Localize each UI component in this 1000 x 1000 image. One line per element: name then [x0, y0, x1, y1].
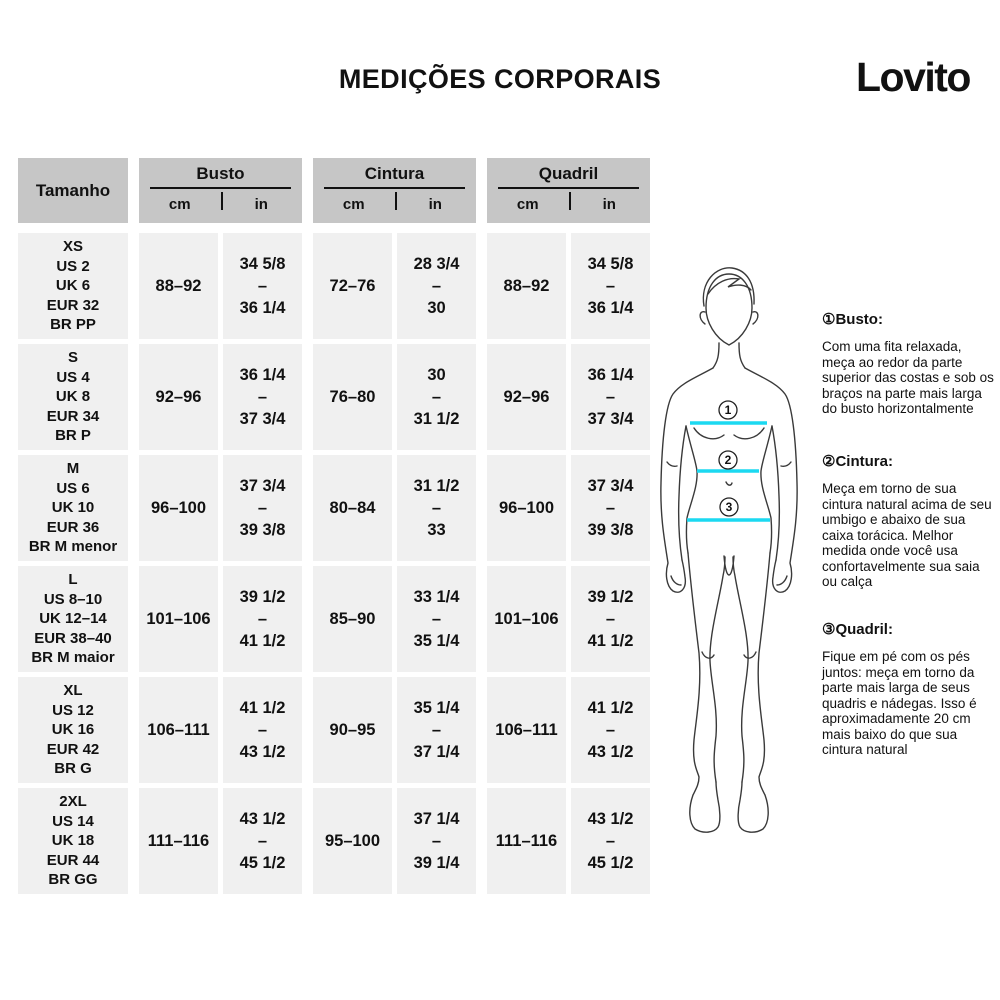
- size-line: UK 12–14: [39, 610, 107, 628]
- size-line: EUR 32: [46, 296, 100, 314]
- measure-line: –: [605, 610, 616, 628]
- quadril-cm-cell: 111–116: [487, 788, 566, 894]
- busto-in-cell: [223, 566, 302, 672]
- table-row: [18, 455, 650, 561]
- left-leg-outer: [688, 553, 720, 832]
- busto-cm-cell: 106–111: [139, 677, 218, 783]
- size-line: BR G: [54, 760, 92, 778]
- busto-cm-cell: 88–92: [139, 233, 218, 339]
- waist-marker-number: 2: [724, 453, 732, 467]
- busto-cm-cell: 96–100: [139, 455, 218, 561]
- measure-line: 41 1/2: [239, 699, 286, 717]
- measure-line: 28 3/4: [413, 255, 460, 273]
- quadril-cm-cell: 88–92: [487, 233, 566, 339]
- torso-left: [686, 426, 697, 553]
- size-line: US 6: [56, 479, 90, 497]
- hip-instruction-section: [822, 620, 994, 758]
- right-arm-outer: [745, 368, 797, 592]
- measure-line: 36 1/4: [587, 366, 634, 384]
- size-line: EUR 42: [46, 740, 100, 758]
- measure-line: 35 1/4: [413, 632, 460, 650]
- measure-line: 37 1/4: [413, 743, 460, 761]
- unit-in-label: in: [428, 195, 442, 213]
- busto-cm-cell: 92–96: [139, 344, 218, 450]
- right-ear: [753, 312, 758, 324]
- right-hand-fingers: [777, 576, 787, 585]
- measure-line: 35 1/4: [413, 699, 460, 717]
- unit-in-label: in: [254, 195, 268, 213]
- measure-line: –: [257, 499, 268, 517]
- bust-units-row: [139, 189, 302, 219]
- measure-line: –: [431, 721, 442, 739]
- page-title: MEDIÇÕES CORPORAIS: [338, 64, 662, 94]
- measure-line: –: [431, 388, 442, 406]
- measure-line: 39 1/4: [413, 854, 460, 872]
- measure-line: 34 5/8: [587, 255, 634, 273]
- busto-in-cell: [223, 677, 302, 783]
- cintura-cm-cell: 76–80: [313, 344, 392, 450]
- measure-line: –: [431, 277, 442, 295]
- busto-in-cell: [223, 344, 302, 450]
- waist-units-row: [313, 189, 476, 219]
- unit-in-label: in: [602, 195, 616, 213]
- measure-line: 37 3/4: [587, 477, 634, 495]
- measure-line: –: [257, 277, 268, 295]
- size-line: BR P: [55, 427, 91, 445]
- cintura-in-cell: [397, 788, 476, 894]
- size-cell: [18, 344, 128, 450]
- measure-line: 36 1/4: [239, 366, 286, 384]
- torso-right: [761, 426, 772, 553]
- measure-line: –: [605, 499, 616, 517]
- bust-column-group: [139, 158, 302, 223]
- measure-line: 37 3/4: [239, 477, 286, 495]
- waist-group-label: Cintura: [364, 164, 425, 183]
- size-cell: [18, 788, 128, 894]
- size-cell: [18, 566, 128, 672]
- right-arm-inner: [772, 426, 779, 560]
- cintura-in-cell: [397, 455, 476, 561]
- quadril-in-cell: [571, 455, 650, 561]
- right-leg-outer: [738, 553, 770, 832]
- quadril-in-cell: [571, 566, 650, 672]
- unit-cm-label: cm: [168, 195, 191, 213]
- measure-line: 36 1/4: [239, 299, 286, 317]
- unit-divider: [395, 192, 397, 210]
- quadril-in-cell: [571, 677, 650, 783]
- table-row: [18, 233, 650, 339]
- busto-cm-cell: 101–106: [139, 566, 218, 672]
- measurement-markers: [719, 401, 738, 516]
- cintura-cm-cell: 85–90: [313, 566, 392, 672]
- quadril-cm-cell: 106–111: [487, 677, 566, 783]
- hip-instruction-body: Fique em pé com os pés juntos: meça em torno da parte mais larga de seus quadris e nádegas. Isso é aproximadamente 20 cm mais baixo do que sua cintura natural: [822, 649, 977, 757]
- hip-group-label: Quadril: [538, 164, 599, 183]
- measure-line: 39 1/2: [239, 588, 286, 606]
- cintura-in-cell: [397, 566, 476, 672]
- waist-instruction-body: Meça em torno de sua cintura natural acima de seu umbigo e abaixo de sua caixa torácica. Melhor medida onde você usa confortavelmente sua saia ou calça: [822, 481, 992, 589]
- measure-line: 37 3/4: [587, 410, 634, 428]
- size-line: UK 16: [51, 721, 95, 739]
- size-line: S: [67, 349, 78, 367]
- size-line: BR M menor: [28, 538, 118, 556]
- size-line: BR M maior: [31, 649, 115, 667]
- busto-in-cell: [223, 455, 302, 561]
- table-row: [18, 677, 650, 783]
- quadril-cm-cell: 92–96: [487, 344, 566, 450]
- size-column-header: Tamanho: [18, 158, 128, 223]
- brand-logo: Lovito: [856, 54, 970, 100]
- size-line: US 14: [52, 812, 94, 830]
- right-elbow-crease: [781, 462, 791, 466]
- left-elbow-crease: [667, 462, 677, 466]
- measure-line: –: [605, 721, 616, 739]
- cintura-cm-cell: 95–100: [313, 788, 392, 894]
- size-line: BR PP: [50, 316, 96, 334]
- measure-line: –: [257, 721, 268, 739]
- chest-right: [734, 428, 764, 439]
- size-table-header: [18, 158, 650, 223]
- cintura-cm-cell: 80–84: [313, 455, 392, 561]
- measure-line: –: [431, 610, 442, 628]
- measure-line: –: [605, 832, 616, 850]
- size-cell: [18, 233, 128, 339]
- measure-line: 39 3/8: [587, 521, 634, 539]
- quadril-cm-cell: 96–100: [487, 455, 566, 561]
- measure-line: 41 1/2: [587, 632, 634, 650]
- size-line: 2XL: [59, 793, 87, 811]
- cintura-cm-cell: 90–95: [313, 677, 392, 783]
- measure-line: 30: [427, 366, 446, 384]
- busto-cm-cell: 111–116: [139, 788, 218, 894]
- measure-line: 37 3/4: [239, 410, 286, 428]
- size-line: EUR 38–40: [34, 629, 112, 647]
- size-line: US 12: [52, 701, 94, 719]
- size-line: US 8–10: [43, 590, 103, 608]
- right-leg-inner: [733, 557, 748, 782]
- measure-line: 41 1/2: [239, 632, 286, 650]
- hip-instruction-heading: ③Quadril:: [822, 621, 893, 638]
- navel: [726, 482, 732, 485]
- measure-line: 39 1/2: [587, 588, 634, 606]
- measure-line: 33: [427, 521, 446, 539]
- left-leg-inner: [710, 557, 725, 782]
- measure-line: –: [257, 388, 268, 406]
- measure-line: 37 1/4: [413, 810, 460, 828]
- left-hand-fingers: [671, 576, 681, 585]
- unit-cm-label: cm: [342, 195, 365, 213]
- bust-marker-number: 1: [724, 403, 732, 417]
- size-line: BR GG: [48, 871, 98, 889]
- measure-line: 34 5/8: [239, 255, 286, 273]
- size-line: EUR 34: [46, 407, 100, 425]
- size-line: M: [66, 460, 80, 478]
- quadril-in-cell: [571, 788, 650, 894]
- neck-right: [739, 343, 745, 368]
- hip-marker-number: 3: [725, 500, 733, 514]
- unit-divider: [569, 192, 571, 210]
- waist-column-group: [313, 158, 476, 223]
- measure-line: 31 1/2: [413, 477, 460, 495]
- left-arm-inner: [679, 426, 686, 560]
- quadril-cm-cell: 101–106: [487, 566, 566, 672]
- busto-in-cell: [223, 788, 302, 894]
- bust-instruction-heading: ①Busto:: [822, 311, 883, 328]
- neck-left: [713, 343, 719, 368]
- bust-group-label: Busto: [196, 164, 245, 183]
- left-knee: [702, 652, 714, 658]
- measure-line: 43 1/2: [587, 810, 634, 828]
- size-cell: [18, 677, 128, 783]
- busto-in-cell: [223, 233, 302, 339]
- left-ear: [700, 312, 705, 324]
- table-row: [18, 344, 650, 450]
- size-cell: [18, 455, 128, 561]
- chest-left: [694, 428, 724, 439]
- size-line: UK 10: [51, 499, 95, 517]
- size-table-rows: [18, 223, 650, 894]
- measure-line: 31 1/2: [413, 410, 460, 428]
- left-arm-outer: [661, 368, 713, 592]
- measure-line: 39 3/8: [239, 521, 286, 539]
- figure-outline: [661, 268, 797, 832]
- unit-divider: [221, 192, 223, 210]
- measure-line: 43 1/2: [239, 743, 286, 761]
- measure-line: 45 1/2: [587, 854, 634, 872]
- body-figure-illustration: [640, 256, 820, 878]
- size-line: US 2: [56, 257, 90, 275]
- bust-instruction-section: [822, 310, 994, 417]
- right-knee: [744, 652, 756, 658]
- measure-line: –: [431, 499, 442, 517]
- quadril-in-cell: [571, 233, 650, 339]
- measure-line: 43 1/2: [239, 810, 286, 828]
- bust-instruction-body: Com uma fita relaxada, meça ao redor da parte superior das costas e sob os braços na parte mais larga do busto horizontalmente: [822, 339, 994, 416]
- waist-instruction-heading: ②Cintura:: [822, 453, 893, 470]
- measure-line: 33 1/4: [413, 588, 460, 606]
- measure-line: –: [605, 277, 616, 295]
- hip-column-group: [487, 158, 650, 223]
- unit-cm-label: cm: [516, 195, 539, 213]
- cintura-in-cell: [397, 677, 476, 783]
- cintura-in-cell: [397, 233, 476, 339]
- measure-line: 30: [427, 299, 446, 317]
- measure-line: –: [431, 832, 442, 850]
- size-line: UK 18: [51, 832, 95, 850]
- measure-line: 36 1/4: [587, 299, 634, 317]
- measure-line: 43 1/2: [587, 743, 634, 761]
- measure-line: 45 1/2: [239, 854, 286, 872]
- measure-line: –: [605, 388, 616, 406]
- hip-units-row: [487, 189, 650, 219]
- size-line: US 4: [56, 368, 90, 386]
- quadril-in-cell: [571, 344, 650, 450]
- size-line: XL: [63, 682, 83, 700]
- measure-line: –: [257, 610, 268, 628]
- measure-line: 41 1/2: [587, 699, 634, 717]
- size-line: UK 6: [55, 277, 91, 295]
- table-row: [18, 788, 650, 894]
- size-line: EUR 36: [46, 518, 100, 536]
- size-line: L: [68, 571, 78, 589]
- size-line: EUR 44: [46, 851, 100, 869]
- head-outline: [706, 274, 752, 345]
- measure-line: –: [257, 832, 268, 850]
- size-line: XS: [62, 238, 83, 256]
- size-line: UK 8: [55, 388, 91, 406]
- table-row: [18, 566, 650, 672]
- cintura-cm-cell: 72–76: [313, 233, 392, 339]
- cintura-in-cell: [397, 344, 476, 450]
- waist-instruction-section: [822, 452, 994, 590]
